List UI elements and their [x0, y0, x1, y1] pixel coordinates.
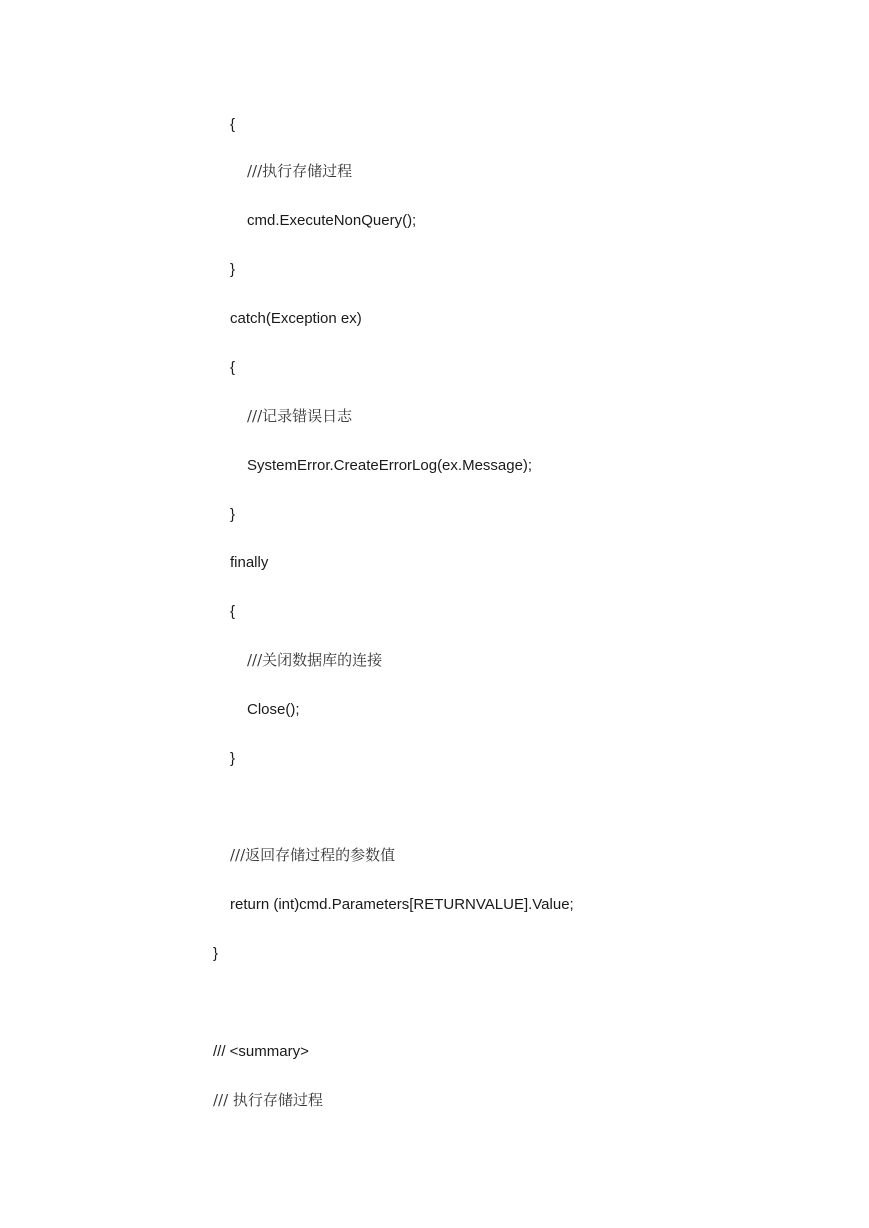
code-line-finally: finally [230, 554, 269, 571]
code-line-open-brace: { [230, 603, 236, 620]
code-line-summary-tag: /// <summary> [213, 1043, 309, 1060]
code-line-method-close-brace: } [213, 945, 219, 962]
code-line-catch: catch(Exception ex) [230, 310, 362, 327]
code-line-execute-non-query: cmd.ExecuteNonQuery(); [247, 212, 417, 229]
code-line-close-call: Close(); [247, 701, 300, 718]
code-line-open-brace: { [230, 116, 236, 133]
code-line-open-brace: { [230, 359, 236, 376]
code-line-close-brace: } [230, 506, 236, 523]
code-line-return-statement: return (int)cmd.Parameters[RETURNVALUE].Value; [230, 896, 574, 913]
code-line-close-brace: } [230, 261, 236, 278]
code-comment-execute-procedure: ///执行存储过程 [247, 162, 353, 180]
code-line-close-brace: } [230, 750, 236, 767]
code-comment-summary-text: /// 执行存储过程 [213, 1091, 323, 1109]
code-comment-close-connection: ///关闭数据库的连接 [247, 651, 383, 669]
code-comment-return-parameter: ///返回存储过程的参数值 [230, 846, 396, 864]
code-comment-log-error: ///记录错误日志 [247, 407, 353, 425]
code-line-create-error-log: SystemError.CreateErrorLog(ex.Message); [247, 457, 533, 474]
